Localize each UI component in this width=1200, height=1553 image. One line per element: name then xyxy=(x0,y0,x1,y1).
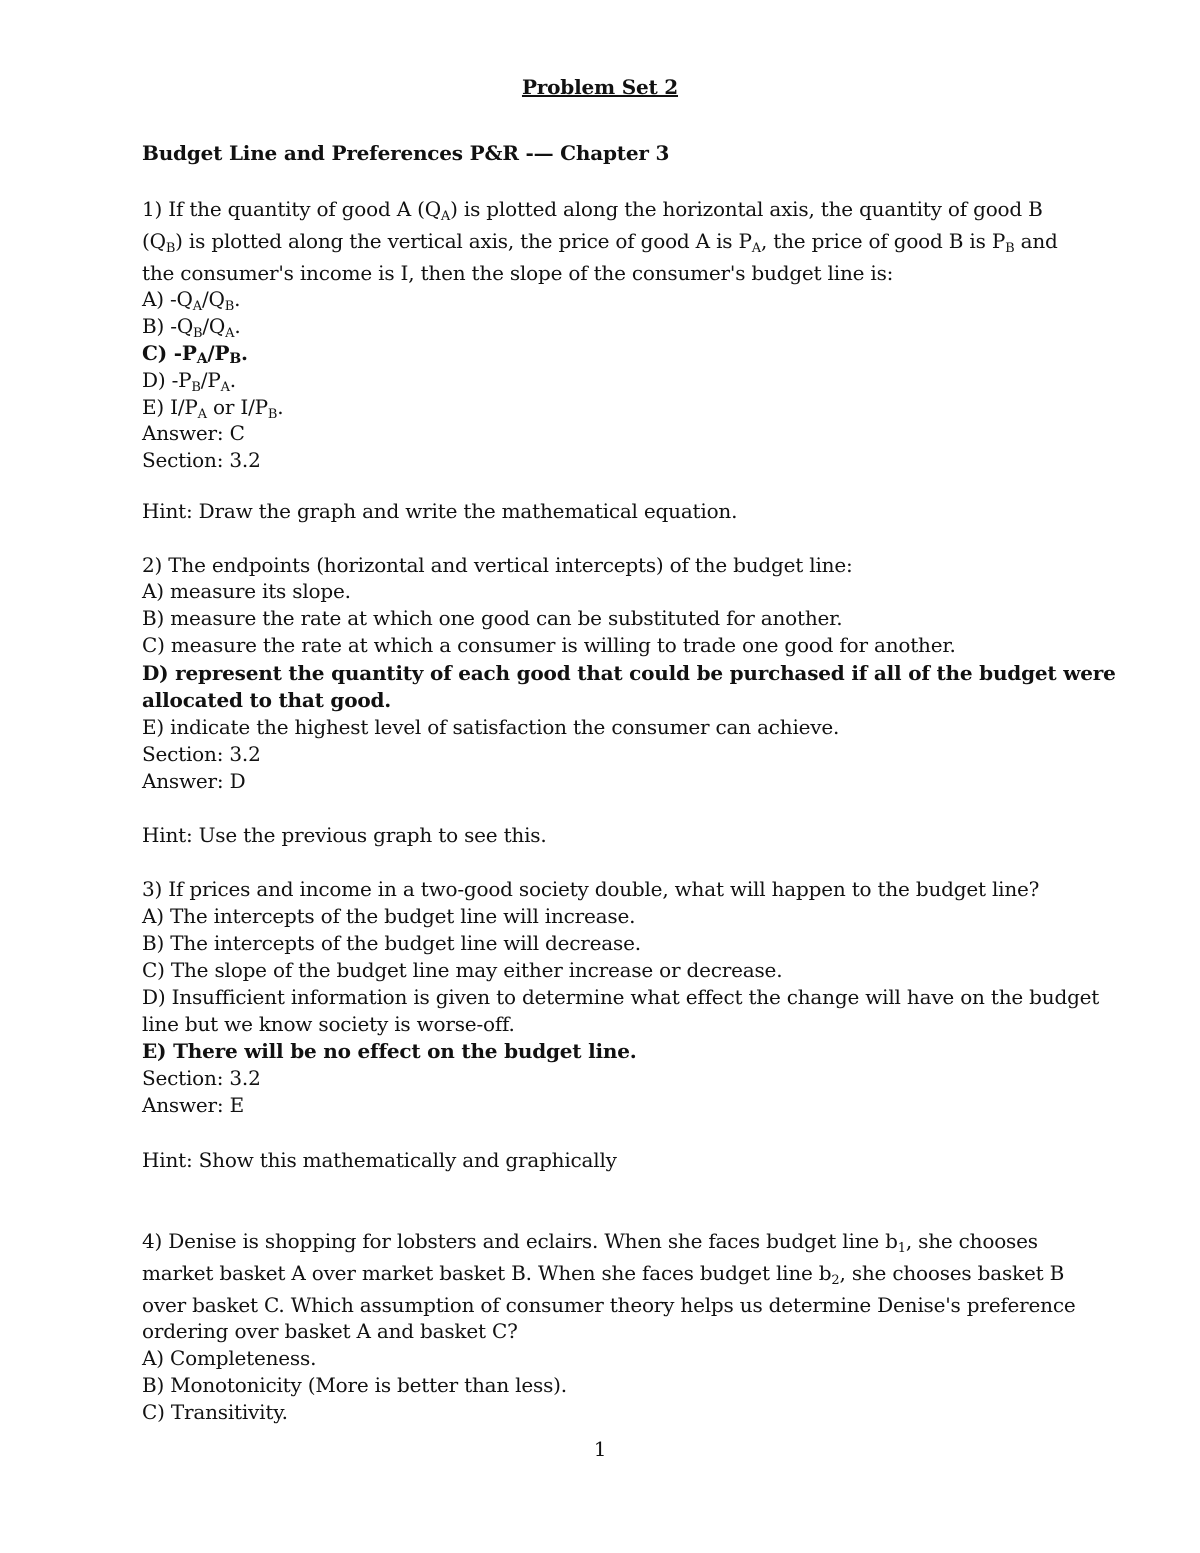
q1-option-b: B) $-Q_B/Q_A$. xyxy=(142,314,241,341)
q2-hint: Hint: Use the previous graph to see this. xyxy=(142,823,547,847)
page-number: 1 xyxy=(593,1437,607,1461)
q1-answer: Answer: C xyxy=(142,421,245,445)
q2-section: Section: 3.2 xyxy=(142,742,261,766)
q1-section: Section: 3.2 xyxy=(142,448,261,472)
page-title: Problem Set 2 xyxy=(521,75,679,99)
q3-option-c: C) The slope of the budget line may either increase or decrease. xyxy=(142,958,783,982)
q1-option-e: E) $I/P_A$ or $I/P_B$. xyxy=(142,395,284,422)
q2-option-d-correct-line-1: D) represent the quantity of each good that could be purchased if all of the budget were xyxy=(142,661,1116,685)
q3-option-d-line-1: D) Insufficient information is given to determine what effect the change will have on the budget xyxy=(142,985,1100,1009)
q1-stem-line-1: 1) If the quantity of good A $(Q_A)$ is plotted along the horizontal axis, the quantity of good B xyxy=(142,197,1043,224)
q2-option-b: B) measure the rate at which one good can be substituted for another. xyxy=(142,606,843,630)
q4-stem-line-3: over basket C. Which assumption of consumer theory helps us determine Denise's preference xyxy=(142,1293,1076,1317)
q4-stem-line-1: 4) Denise is shopping for lobsters and eclairs. When she faces budget line $b_1$, she chooses xyxy=(142,1229,1038,1256)
q2-stem: 2) The endpoints (horizontal and vertical intercepts) of the budget line: xyxy=(142,553,853,577)
q4-option-a: A) Completeness. xyxy=(142,1346,317,1370)
q2-answer: Answer: D xyxy=(142,769,246,793)
q3-section: Section: 3.2 xyxy=(142,1066,261,1090)
q4-option-b: B) Monotonicity (More is better than less). xyxy=(142,1373,567,1397)
q3-option-a: A) The intercepts of the budget line will increase. xyxy=(142,904,636,928)
q3-answer: Answer: E xyxy=(142,1093,244,1117)
q4-stem-line-4: ordering over basket A and basket C? xyxy=(142,1319,518,1343)
q3-stem: 3) If prices and income in a two-good society double, what will happen to the budget line? xyxy=(142,877,1040,901)
q1-option-d: D) $-P_B/P_A$. xyxy=(142,368,236,395)
q3-option-e-correct: E) There will be no effect on the budget line. xyxy=(142,1039,637,1063)
q1-option-c-correct: C) $-P_A/P_B$. xyxy=(142,341,248,367)
q1-stem-line-3: the consumer's income is I, then the slope of the consumer's budget line is: xyxy=(142,261,894,285)
q1-option-a: A) $-Q_A/Q_B$. xyxy=(142,287,241,314)
q4-option-c: C) Transitivity. xyxy=(142,1400,288,1424)
q1-hint: Hint: Draw the graph and write the mathematical equation. xyxy=(142,499,738,523)
q2-option-d-correct-line-2: allocated to that good. xyxy=(142,688,392,712)
section-heading: Budget Line and Preferences P&R -— Chapter 3 xyxy=(142,141,670,165)
q3-option-b: B) The intercepts of the budget line will decrease. xyxy=(142,931,641,955)
q2-option-a: A) measure its slope. xyxy=(142,579,351,603)
q2-option-e: E) indicate the highest level of satisfaction the consumer can achieve. xyxy=(142,715,840,739)
q4-stem-line-2: market basket A over market basket B. When she faces budget line $b_2$, she chooses basket B xyxy=(142,1261,1065,1288)
q1-stem-line-2: $(Q_B)$ is plotted along the vertical axis, the price of good A is $P_A$, the price of good B is $P_B$ and xyxy=(142,229,1058,256)
q2-option-c: C) measure the rate at which a consumer is willing to trade one good for another. xyxy=(142,633,956,657)
q3-option-d-line-2: line but we know society is worse-off. xyxy=(142,1012,515,1036)
q3-hint: Hint: Show this mathematically and graphically xyxy=(142,1148,617,1172)
